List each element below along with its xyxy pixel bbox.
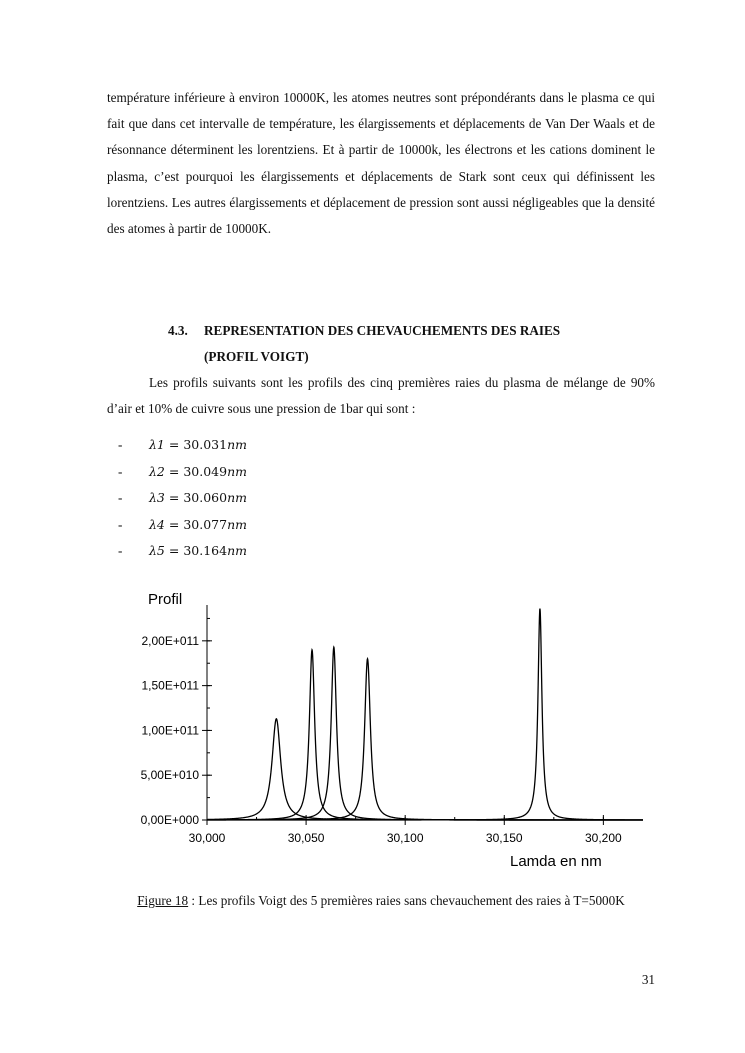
equals-sign: =: [168, 490, 180, 506]
list-item: [118, 459, 247, 486]
lambda-symbol: λ2: [149, 463, 165, 479]
wavelength-list: [118, 432, 247, 565]
y-tick-label: 5,00E+010: [140, 768, 199, 783]
equals-sign: =: [168, 516, 180, 532]
y-tick-label: 1,50E+011: [141, 678, 199, 693]
section-title-line1: REPRESENTATION DES CHEVAUCHEMENTS DES RAIES: [204, 323, 561, 338]
wavelength-value: 30.077: [183, 516, 228, 532]
wavelength-value: 30.060: [183, 490, 228, 506]
figure-label: Figure 18: [137, 893, 189, 908]
x-tick-label: 30,050: [287, 831, 325, 845]
voigt-profile-chart: [100, 580, 660, 880]
wavelength-unit: nm: [227, 516, 247, 532]
profile-line-λ4: [207, 659, 643, 820]
lambda-symbol: λ4: [149, 516, 165, 532]
y-tick-label: 0,00E+000: [140, 813, 199, 827]
list-item: [118, 512, 247, 539]
page-number: 31: [641, 972, 655, 987]
equals-sign: =: [168, 437, 180, 452]
equation: [149, 464, 247, 479]
list-item: [118, 485, 247, 512]
profile-line-λ5: [207, 609, 643, 820]
y-tick-label: 2,00E+011: [141, 633, 199, 648]
wavelength-unit: nm: [227, 543, 247, 559]
x-axis-label: Lamda en nm: [510, 853, 602, 870]
equation: [149, 437, 247, 452]
list-dash: -: [118, 437, 123, 452]
chart-series: [207, 609, 643, 820]
lambda-symbol: λ5: [149, 543, 165, 559]
wavelength-value: 30.031: [183, 437, 228, 452]
paragraph-intro: Les profils suivants sont les profils des cinq premières raies du plasma de mélange de 90% d’air et 10% de cuivre sous une pression de 1bar qui sont :: [107, 375, 655, 417]
x-tick-label: 30,150: [485, 831, 523, 845]
equation: [149, 517, 247, 532]
section-heading: [168, 318, 560, 370]
lambda-symbol: λ3: [149, 490, 165, 506]
profile-line-λ2: [207, 650, 643, 820]
lambda-symbol: λ1: [149, 437, 165, 452]
equals-sign: =: [168, 463, 180, 479]
y-axis-label: Profil: [148, 591, 183, 608]
x-tick-label: 30,100: [386, 831, 424, 845]
list-dash: -: [118, 516, 123, 532]
wavelength-unit: nm: [227, 463, 247, 479]
profile-line-λ1: [207, 719, 643, 820]
list-item: [118, 538, 247, 565]
paragraph-lorentz: température inférieure à environ 10000K, les atomes neutres sont prépondérants dans le plasma ce qui fait que dans cet intervalle de température, les élargissements et déplacements de Van Der Waals et de résonnance déterminent les lorentziens. Et à partir de 10000k, les électrons et les cations dominent le plasma, c’est pourquoi les élargissements et déplacements de Stark sont ceux qui définissent les lorentziens. Les autres élargissements et déplacement de pression sont aussi négligeables que la densité des atomes à partir de 10000K.: [107, 90, 655, 237]
wavelength-unit: nm: [227, 437, 247, 452]
x-tick-label: 30,200: [585, 831, 622, 845]
section-number: 4.3.: [168, 323, 188, 338]
section-title-line2: (PROFIL VOIGT): [204, 349, 309, 364]
list-dash: -: [118, 490, 123, 506]
wavelength-unit: nm: [227, 490, 247, 506]
x-tick-label: 30,000: [188, 831, 226, 845]
wavelength-value: 30.164: [183, 543, 228, 559]
y-tick-label: 1,00E+011: [141, 723, 199, 738]
chart-axes: [207, 605, 643, 820]
equation: [149, 543, 247, 558]
profile-line-λ3: [207, 647, 643, 820]
list-item: [118, 432, 247, 459]
equation: [149, 490, 247, 505]
equals-sign: =: [168, 543, 180, 559]
list-dash: -: [118, 463, 123, 479]
caption-text: : Les profils Voigt des 5 premières raies sans chevauchement des raies à T=5000K: [188, 893, 625, 908]
wavelength-value: 30.049: [183, 463, 228, 479]
figure-caption: [107, 887, 655, 915]
list-dash: -: [118, 543, 123, 559]
